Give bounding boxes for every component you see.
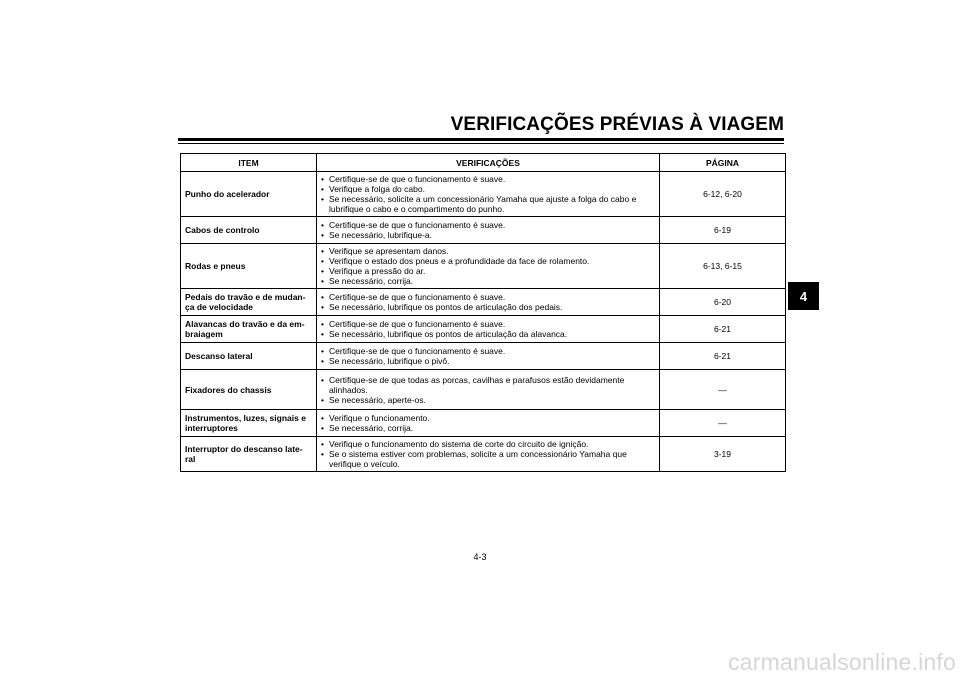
check-item: • Verifique se apresentam danos. bbox=[321, 246, 655, 256]
checks-list bbox=[321, 246, 655, 286]
checks-cell bbox=[317, 316, 660, 343]
item-cell: Cabos de controlo bbox=[181, 217, 317, 244]
checks-cell bbox=[317, 343, 660, 370]
table-row bbox=[181, 172, 786, 217]
item-cell: Rodas e pneus bbox=[181, 244, 317, 289]
check-item: • Se necessário, corrija. bbox=[321, 423, 655, 433]
table-row bbox=[181, 244, 786, 289]
table-row bbox=[181, 370, 786, 410]
table-row bbox=[181, 437, 786, 472]
checks-list bbox=[321, 174, 655, 214]
page-reference-cell: 6-13, 6-15 bbox=[660, 244, 786, 289]
page-number: 4-3 bbox=[473, 552, 487, 562]
page-reference-cell: 6-21 bbox=[660, 316, 786, 343]
title-rule-thin bbox=[178, 143, 784, 144]
item-cell: Fixadores do chassis bbox=[181, 370, 317, 410]
page-reference-cell: — bbox=[660, 410, 786, 437]
chapter-tab: 4 bbox=[788, 282, 819, 310]
table-header-row bbox=[181, 154, 786, 172]
check-item: • Certifique-se de que o funcionamento é suave. bbox=[321, 220, 655, 230]
checks-cell bbox=[317, 437, 660, 472]
check-item: • Se necessário, aperte-os. bbox=[321, 395, 655, 405]
check-item: • Se necessário, solicite a um concessionário Yamaha que ajuste a folga do cabo e lubrifique o cabo e o compartimento do punho. bbox=[321, 194, 655, 214]
checks-cell bbox=[317, 172, 660, 217]
checks-list bbox=[321, 319, 655, 339]
check-item: • Se necessário, corrija. bbox=[321, 276, 655, 286]
title-rule-thick bbox=[178, 138, 784, 141]
item-cell: Alavancas do travão e da em-braiagem bbox=[181, 316, 317, 343]
check-item: • Se necessário, lubrifique os pontos de articulação da alavanca. bbox=[321, 329, 655, 339]
check-item: • Verifique o funcionamento. bbox=[321, 413, 655, 423]
checks-list bbox=[321, 375, 655, 405]
checks-list bbox=[321, 439, 655, 469]
column-header-item: ITEM bbox=[181, 154, 317, 172]
pre-operation-checklist-table bbox=[180, 153, 786, 472]
page-reference-cell: 6-21 bbox=[660, 343, 786, 370]
check-item: • Certifique-se de que o funcionamento é suave. bbox=[321, 174, 655, 184]
checks-cell bbox=[317, 217, 660, 244]
item-cell: Punho do acelerador bbox=[181, 172, 317, 217]
checks-cell bbox=[317, 370, 660, 410]
watermark: carmanualsonline.info bbox=[728, 649, 956, 675]
table-row bbox=[181, 316, 786, 343]
check-item: • Verifique a folga do cabo. bbox=[321, 184, 655, 194]
check-item: • Se o sistema estiver com problemas, solicite a um concessionário Yamaha que verifique o veículo. bbox=[321, 449, 655, 469]
table-row bbox=[181, 289, 786, 316]
checks-cell bbox=[317, 289, 660, 316]
check-item: • Certifique-se de que o funcionamento é suave. bbox=[321, 319, 655, 329]
checks-list bbox=[321, 346, 655, 366]
table-row bbox=[181, 410, 786, 437]
check-item: • Verifique a pressão do ar. bbox=[321, 266, 655, 276]
item-cell: Instrumentos, luzes, signais e interruptores bbox=[181, 410, 317, 437]
page-reference-cell: — bbox=[660, 370, 786, 410]
checks-list bbox=[321, 292, 655, 312]
column-header-checks: VERIFICAÇÕES bbox=[317, 154, 660, 172]
page-reference-cell: 6-12, 6-20 bbox=[660, 172, 786, 217]
check-item: • Certifique-se de que todas as porcas, cavilhas e parafusos estão devidamente alinhados. bbox=[321, 375, 655, 395]
page-reference-cell: 3-19 bbox=[660, 437, 786, 472]
table-row bbox=[181, 343, 786, 370]
item-cell: Interruptor do descanso late-ral bbox=[181, 437, 317, 472]
check-item: • Se necessário, lubrifique-a. bbox=[321, 230, 655, 240]
checks-list bbox=[321, 220, 655, 240]
page-reference-cell: 6-20 bbox=[660, 289, 786, 316]
check-item: • Verifique o estado dos pneus e a profundidade da face de rolamento. bbox=[321, 256, 655, 266]
check-item: • Se necessário, lubrifique o pivô. bbox=[321, 356, 655, 366]
checks-cell bbox=[317, 244, 660, 289]
check-item: • Certifique-se de que o funcionamento é suave. bbox=[321, 346, 655, 356]
check-item: • Verifique o funcionamento do sistema de corte do circuito de ignição. bbox=[321, 439, 655, 449]
column-header-page: PÁGINA bbox=[660, 154, 786, 172]
table-row bbox=[181, 217, 786, 244]
checks-list bbox=[321, 413, 655, 433]
checks-cell bbox=[317, 410, 660, 437]
check-item: • Se necessário, lubrifique os pontos de articulação dos pedais. bbox=[321, 302, 655, 312]
check-item: • Certifique-se de que o funcionamento é suave. bbox=[321, 292, 655, 302]
page-reference-cell: 6-19 bbox=[660, 217, 786, 244]
page-title: VERIFICAÇÕES PRÉVIAS À VIAGEM bbox=[450, 114, 784, 135]
item-cell: Pedais do travão e de mudan-ça de velocidade bbox=[181, 289, 317, 316]
item-cell: Descanso lateral bbox=[181, 343, 317, 370]
